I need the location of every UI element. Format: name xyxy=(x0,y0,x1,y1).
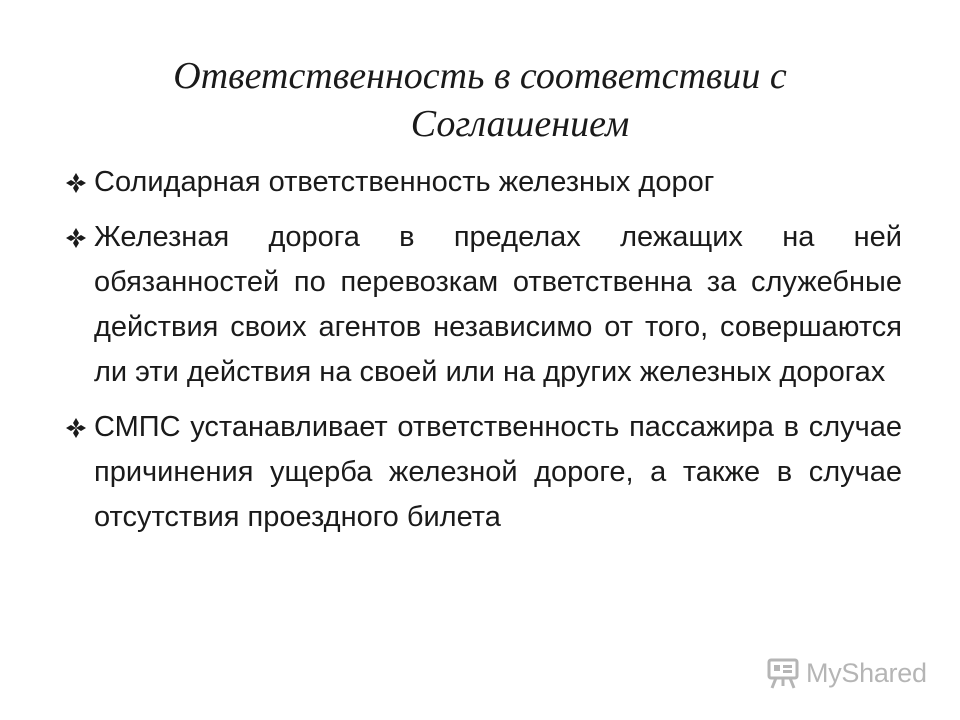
bullet-item xyxy=(64,160,902,205)
bullet-item xyxy=(64,215,902,395)
slide-title xyxy=(60,52,900,148)
title-line-1: Ответственность в соответствии с xyxy=(173,55,787,97)
bullet-text: Железная дорога в пределах лежащих на ней обязанностей по перевозкам ответственна за служебные действия своих агентов независимо от того, совершаются ли эти действия на своей или на других железных дорогах xyxy=(94,221,902,388)
diamond-bullet-icon xyxy=(64,418,88,438)
bullet-list xyxy=(64,160,902,550)
projector-icon xyxy=(766,656,802,690)
bullet-text: СМПС устанавливает ответственность пассажира в случае причинения ущерба железной дороге, а также в случае отсутствия проездного билета xyxy=(94,411,902,533)
bullet-item xyxy=(64,405,902,540)
watermark-label: MyShared xyxy=(806,657,927,688)
diamond-bullet-icon xyxy=(64,173,88,193)
bullet-text: Солидарная ответственность железных дорог xyxy=(94,166,715,198)
title-line-2: Соглашением xyxy=(410,103,630,145)
watermark[interactable] xyxy=(766,655,927,691)
diamond-bullet-icon xyxy=(64,228,88,248)
